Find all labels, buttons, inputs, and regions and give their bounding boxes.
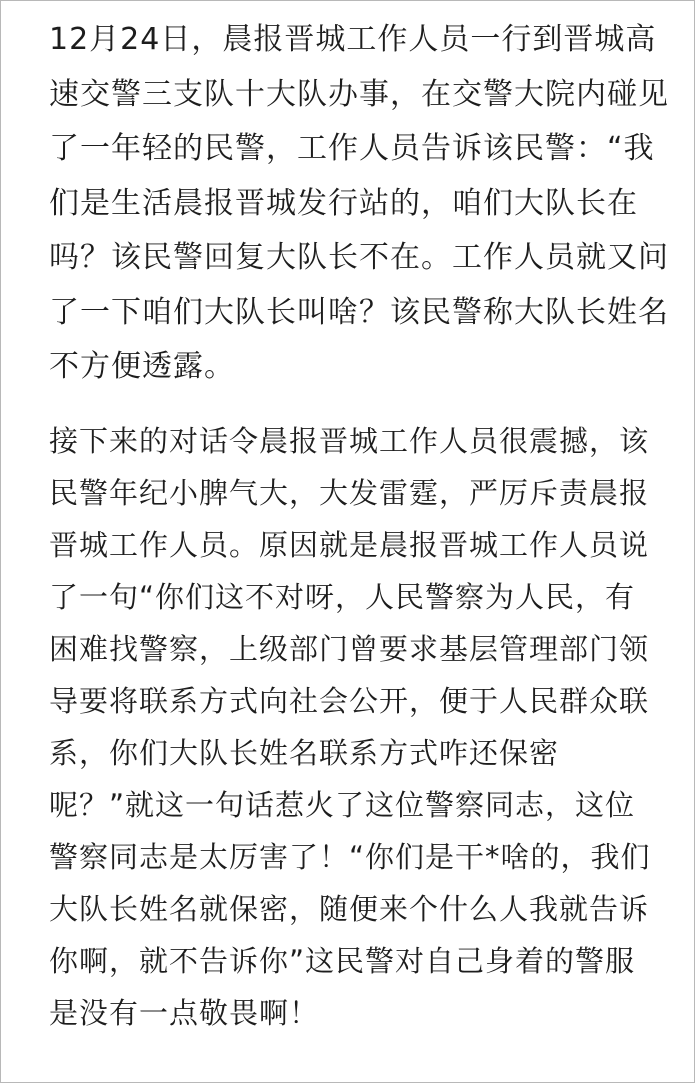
text-line: 呢？”就这一句话惹火了这位警察同志，这位 — [49, 788, 636, 822]
text-line: 你啊，就不告诉你”这民警对自己身着的警服 — [49, 944, 636, 978]
text-line: 导要将联系方式向社会公开，便于人民群众联 — [49, 684, 650, 718]
text-line: 了一句“你们这不对呀，人民警察为人民，有 — [49, 580, 636, 614]
text-line: 吗？该民警回复大队长不在。工作人员就又问 — [49, 240, 669, 275]
text-line: 系，你们大队长姓名联系方式咋还保密 — [49, 736, 560, 770]
text-line: 们是生活晨报晋城发行站的，咱们大队长在 — [49, 185, 638, 221]
text-line: 民警年纪小脾气大，大发雷霆，严厉斥责晨报 — [49, 476, 650, 510]
text-line: 晋城工作人员。原因就是晨报晋城工作人员说 — [49, 528, 650, 562]
text-line: 速交警三支队十大队办事，在交警大院内碰见 — [49, 76, 669, 112]
text-line: 是没有一点敬畏啊！ — [49, 996, 320, 1030]
paragraph-2 — [49, 415, 659, 1039]
text-line: 警察同志是太厉害了！“你们是干*啥的，我们 — [49, 840, 651, 874]
text-line: 困难找警察，上级部门曾要求基层管理部门领 — [49, 632, 650, 666]
text-line: 不方便透露。 — [49, 349, 235, 384]
text-line: 12月24日，晨报晋城工作人员一行到晋城高 — [49, 22, 657, 57]
text-line: 接下来的对话令晨报晋城工作人员很震撼，该 — [49, 424, 650, 458]
text-line: 了一下咱们大队长叫啥？该民警称大队长姓名 — [49, 294, 669, 330]
paragraph-1 — [49, 13, 669, 395]
text-line: 大队长姓名就保密，随便来个什么人我就告诉 — [49, 892, 650, 926]
text-line: 了一年轻的民警，工作人员告诉该民警：“我 — [49, 131, 655, 166]
